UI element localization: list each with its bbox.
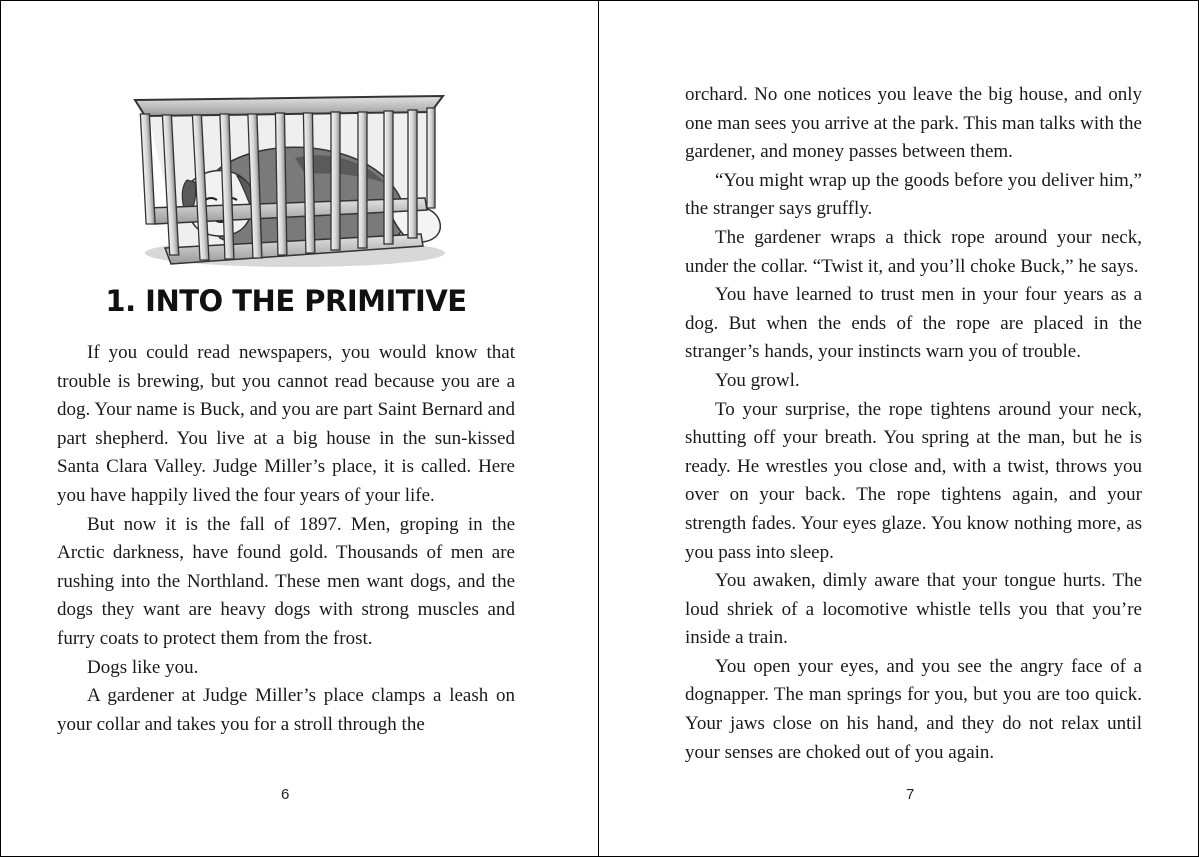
paragraph: You growl. [715,369,800,391]
continued-paragraph: orchard. No one notices you leave the big house, and only one man sees you arrive at the park. This man talks with the gardener, and money passes between them. [685,84,1142,163]
paragraph: But now it is the fall of 1897. Men, groping in the Arctic darkness, have found gold. Thousands of men are rushing into the Northland. These men want dogs, and the dogs they want are heavy dogs with strong muscles and furry coats to protect them from the frost. [57,513,515,649]
page-number-left: 6 [281,786,290,803]
paragraph: You have learned to trust men in your four years as a dog. But when the ends of the rope are placed in the stranger’s hands, your instincts warn you of trouble. [685,284,1142,363]
right-page [599,0,1199,857]
right-page-body-text [685,81,1142,767]
paragraph: The gardener wraps a thick rope around your neck, under the collar. “Twist it, and you’ll choke Buck,” he says. [685,226,1142,277]
chapter-title: 1. INTO THE PRIMITIVE [105,284,467,318]
paragraph: “You might wrap up the goods before you deliver him,” the stranger says gruffly. [685,169,1142,220]
left-page [0,0,598,857]
dog-in-cage-illustration [125,88,455,278]
paragraph: Dogs like you. [87,656,199,678]
paragraph: To your surprise, the rope tightens around your neck, shutting off your breath. You spring at the man, but he is ready. He wrestles you close and, with a twist, throws you over on your back. The rope tightens again, and your strength fades. Your eyes glaze. You know nothing more, as you pass into sleep. [685,398,1142,563]
paragraph: You awaken, dimly aware that your tongue hurts. The loud shriek of a locomotive whistle tells you that you’re inside a train. [685,570,1142,649]
paragraph: If you could read newspapers, you would know that trouble is brewing, but you cannot read because you are a dog. Your name is Buck, and you are part Saint Bernard and part shepherd. You live at a big house in the sun-kissed Santa Clara Valley. Judge Miller’s place, it is called. Here you have happily lived the four years of your life. [57,342,515,506]
paragraph: A gardener at Judge Miller’s place clamps a leash on your collar and takes you for a stroll through the [57,685,515,735]
paragraph: You open your eyes, and you see the angry face of a dognapper. The man springs for you, but you are too quick. Your jaws close on his hand, and they do not relax until your senses are choked out of you again. [685,655,1142,763]
left-page-body-text [57,339,515,739]
page-number-right: 7 [906,786,915,803]
